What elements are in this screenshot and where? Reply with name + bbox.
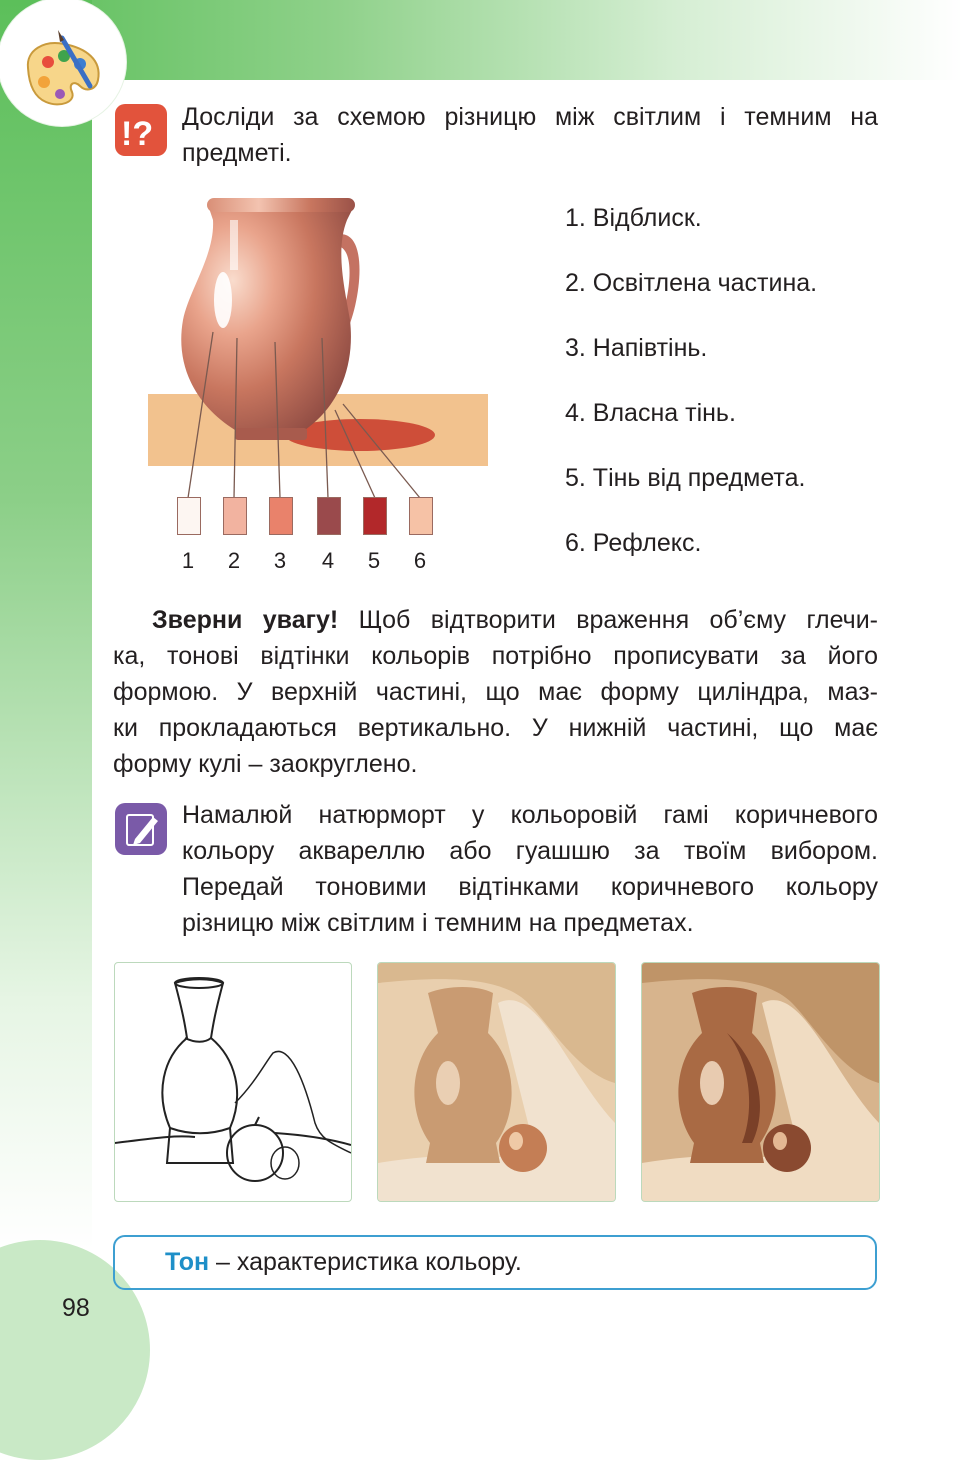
task2-line3: Передай тоновими вiдтiнками коричневого кольору — [182, 873, 878, 901]
legend-item-2: 2. Освiтлена частина. — [565, 269, 818, 297]
definition-term: Тон — [165, 1248, 210, 1276]
definition-description: – характеристика кольору. — [209, 1248, 522, 1276]
swatch-1 — [177, 497, 201, 535]
swatch-5 — [363, 497, 387, 535]
finished-painting-image — [641, 962, 880, 1202]
swatch-number-4: 4 — [321, 548, 335, 573]
swatch-number-3: 3 — [273, 548, 287, 573]
swatch-2 — [223, 497, 247, 535]
swatch-4 — [317, 497, 341, 535]
sketch-still-life-image — [114, 962, 352, 1202]
note-line4: ки прокладаються вертикально. У нижнiй частинi, що має — [113, 714, 878, 742]
note-line2: ка, тоновi вiдтiнки кольорiв потрiбно прописувати за його — [113, 642, 878, 670]
legend-item-3: 3. Напiвтiнь. — [565, 334, 708, 362]
note-line1 — [152, 602, 878, 638]
note-line1-text: Щоб вiдтворити враження об’єму глечи- — [338, 606, 878, 634]
definition-text — [165, 1248, 522, 1277]
legend-item-6: 6. Рефлекс. — [565, 529, 702, 557]
task2-line1: Намалюй натюрморт у кольоровiй гамi коричневого — [182, 801, 878, 829]
svg-text:!?: !? — [121, 115, 154, 153]
swatch-number-2: 2 — [227, 548, 241, 573]
swatch-6 — [409, 497, 433, 535]
note-line3: формою. У верхнiй частинi, що має форму цилiндра, маз- — [113, 678, 878, 706]
task1-line1: Дослiди за схемою рiзницю мiж свiтлим i темним на — [182, 103, 878, 131]
left-green-band — [0, 0, 92, 1250]
monochrome-painting-image — [377, 962, 616, 1202]
pointer-lines — [145, 320, 465, 505]
legend-item-4: 4. Власна тiнь. — [565, 399, 736, 427]
question-exclamation-icon — [115, 104, 167, 156]
swatch-3 — [269, 497, 293, 535]
page-number: 98 — [62, 1294, 90, 1322]
legend-item-1: 1. Вiдблиск. — [565, 204, 702, 232]
task1-line2: предметi. — [182, 139, 292, 167]
note-line5: форму кулi – заокруглено. — [113, 750, 418, 778]
legend-item-5: 5. Тiнь вiд предмета. — [565, 464, 806, 492]
swatch-number-5: 5 — [367, 548, 381, 573]
task2-line4: рiзницю мiж свiтлим i темним на предметах. — [182, 909, 694, 937]
note-bold-label: Зверни увагу! — [152, 606, 339, 634]
swatch-number-6: 6 — [413, 548, 427, 573]
palette-icon — [0, 0, 126, 126]
swatch-number-1: 1 — [181, 548, 195, 573]
top-green-band — [0, 0, 963, 80]
pencil-icon — [115, 803, 167, 855]
task2-line2: кольору аквареллю або гуашшю за твоїм вибором. — [182, 837, 878, 865]
logo-circle — [0, 0, 126, 126]
